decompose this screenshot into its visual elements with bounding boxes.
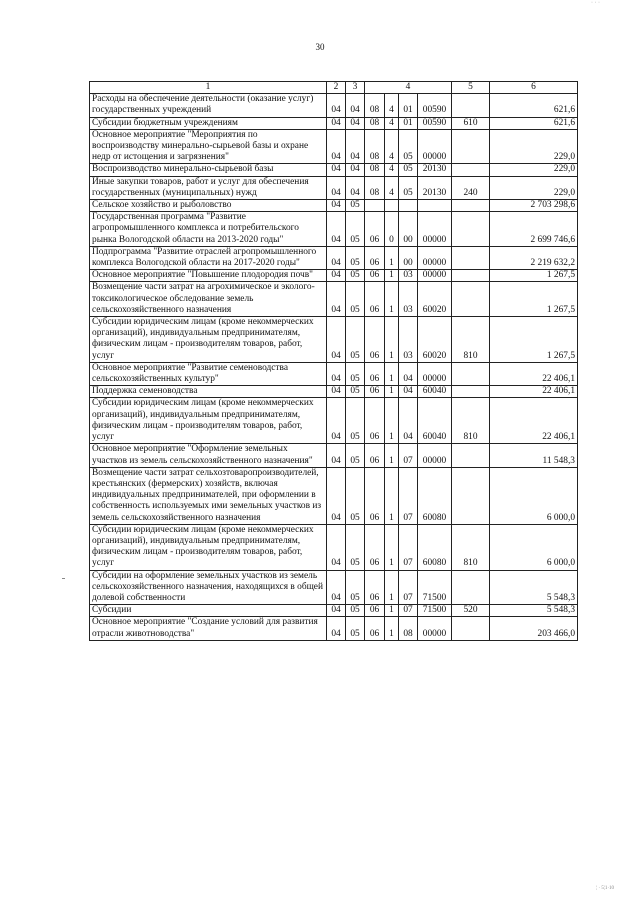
row-direction-code: 60040 <box>418 398 452 444</box>
table-row <box>90 398 578 444</box>
row-measure-code: 04 <box>399 362 418 385</box>
row-direction-code: 60020 <box>418 282 452 317</box>
table-row <box>90 617 578 640</box>
row-expense-type: 810 <box>452 317 490 363</box>
table-row <box>90 524 578 570</box>
row-expense-type <box>452 246 490 269</box>
table-row <box>90 467 578 524</box>
row-name: Основное мероприятие "Оформление земельных участков из земель сельскохозяйственного назначения" <box>90 444 327 467</box>
row-direction-code: 20130 <box>418 164 452 176</box>
row-name: Возмещение части затрат сельхозтоваропроизводителей, крестьянских (фермерских) хозяйств, включая индивидуальных предпринимателей, при оформлении в собственность используемых ими земельных участков из земель сельскохозяйственного назначения <box>90 467 327 524</box>
table-row <box>90 212 578 247</box>
row-subsection-code: 05 <box>346 270 365 282</box>
row-amount: 22 406,1 <box>490 362 578 385</box>
row-amount: 1 267,5 <box>490 282 578 317</box>
row-subsection-code: 04 <box>346 164 365 176</box>
row-measure-code: 04 <box>399 398 418 444</box>
row-amount: 229,0 <box>490 164 578 176</box>
row-subsection-code: 05 <box>346 246 365 269</box>
row-name: Субсидии на оформление земельных участков из земель сельскохозяйственного назначения, находящихся в общей долевой собственности <box>90 570 327 605</box>
row-program-code: 06 <box>365 386 385 398</box>
row-expense-type <box>452 282 490 317</box>
header-col-3: 3 <box>346 82 365 94</box>
table-row <box>90 362 578 385</box>
row-direction-code: 00000 <box>418 617 452 640</box>
row-direction-code: 20130 <box>418 176 452 199</box>
row-subprogram-code: 1 <box>385 398 399 444</box>
row-program-code: 08 <box>365 129 385 164</box>
row-section-code: 04 <box>327 176 346 199</box>
row-measure-code: 08 <box>399 617 418 640</box>
row-subprogram-code: 1 <box>385 524 399 570</box>
row-name: Основное мероприятие "Создание условий для развития отрасли животноводства" <box>90 617 327 640</box>
row-expense-type <box>452 212 490 247</box>
row-subsection-code: 05 <box>346 617 365 640</box>
row-expense-type: 810 <box>452 524 490 570</box>
row-program-code: 06 <box>365 317 385 363</box>
row-direction-code: 71500 <box>418 570 452 605</box>
row-name: Субсидии <box>90 605 327 617</box>
row-direction-code: 00000 <box>418 270 452 282</box>
row-amount: 2 703 298,6 <box>490 200 578 212</box>
corner-mark: · · · <box>591 0 600 6</box>
row-section-code: 04 <box>327 524 346 570</box>
row-section-code: 04 <box>327 117 346 129</box>
row-section-code: 04 <box>327 270 346 282</box>
row-measure-code: 07 <box>399 605 418 617</box>
row-direction-code: 71500 <box>418 605 452 617</box>
row-program-code: 06 <box>365 570 385 605</box>
row-subprogram-code: 1 <box>385 617 399 640</box>
row-subsection-code: 05 <box>346 282 365 317</box>
row-direction-code: 00590 <box>418 94 452 117</box>
row-program-code: 06 <box>365 212 385 247</box>
row-amount: 22 406,1 <box>490 386 578 398</box>
row-subsection-code: 05 <box>346 200 365 212</box>
row-name: Подпрограмма "Развитие отраслей агропромышленного комплекса Вологодской области на 2017-2020 годы" <box>90 246 327 269</box>
table-row <box>90 129 578 164</box>
row-section-code: 04 <box>327 212 346 247</box>
row-expense-type <box>452 200 490 212</box>
row-direction-code: 00000 <box>418 129 452 164</box>
row-amount: 1 267,5 <box>490 270 578 282</box>
table-row <box>90 94 578 117</box>
row-expense-type <box>452 270 490 282</box>
row-amount: 203 466,0 <box>490 617 578 640</box>
header-col-1: 1 <box>90 82 327 94</box>
margin-mark <box>62 578 65 579</box>
row-amount: 621,6 <box>490 117 578 129</box>
row-program-code: 06 <box>365 398 385 444</box>
row-section-code: 04 <box>327 129 346 164</box>
table-row <box>90 282 578 317</box>
row-measure-code: 07 <box>399 444 418 467</box>
row-amount: 229,0 <box>490 176 578 199</box>
row-section-code: 04 <box>327 398 346 444</box>
row-name: Субсидии юридическим лицам (кроме некоммерческих организаций), индивидуальным предпринимателям, физическим лицам - производителям товаров, работ, услуг <box>90 398 327 444</box>
row-program-code: 06 <box>365 605 385 617</box>
table-row <box>90 176 578 199</box>
row-amount: 2 699 746,6 <box>490 212 578 247</box>
row-direction-code: 60080 <box>418 524 452 570</box>
table-row <box>90 246 578 269</box>
row-subsection-code: 05 <box>346 386 365 398</box>
row-section-code: 04 <box>327 386 346 398</box>
row-subsection-code: 04 <box>346 176 365 199</box>
row-subsection-code: 04 <box>346 117 365 129</box>
row-subprogram-code: 1 <box>385 467 399 524</box>
row-section-code: 04 <box>327 317 346 363</box>
row-subprogram-code: 1 <box>385 317 399 363</box>
table-row <box>90 605 578 617</box>
header-col-6: 6 <box>490 82 578 94</box>
row-name: Иные закупки товаров, работ и услуг для обеспечения государственных (муниципальных) нужд <box>90 176 327 199</box>
row-name: Государственная программа "Развитие агропромышленного комплекса и потребительского рынка Вологодской области на 2013-2020 годы" <box>90 212 327 247</box>
row-expense-type <box>452 386 490 398</box>
row-measure-code: 00 <box>399 246 418 269</box>
row-amount: 2 219 632,2 <box>490 246 578 269</box>
row-direction-code: 00000 <box>418 362 452 385</box>
row-subprogram-code: 1 <box>385 605 399 617</box>
row-measure-code: 03 <box>399 270 418 282</box>
row-name: Возмещение части затрат на агрохимическое и эколого-токсикологическое обследование земель сельскохозяйственного назначения <box>90 282 327 317</box>
row-subsection-code: 05 <box>346 524 365 570</box>
table-row <box>90 164 578 176</box>
row-subprogram-code: 4 <box>385 164 399 176</box>
row-expense-type <box>452 129 490 164</box>
row-section-code: 04 <box>327 200 346 212</box>
row-name: Воспроизводство минерально-сырьевой базы <box>90 164 327 176</box>
row-name: Субсидии бюджетным учреждениям <box>90 117 327 129</box>
row-amount: 229,0 <box>490 129 578 164</box>
row-program-code: 08 <box>365 117 385 129</box>
row-measure-code: 04 <box>399 386 418 398</box>
row-subsection-code: 05 <box>346 398 365 444</box>
row-subprogram-code: 1 <box>385 246 399 269</box>
row-subsection-code: 04 <box>346 129 365 164</box>
row-program-code: 06 <box>365 270 385 282</box>
row-subsection-code: 05 <box>346 212 365 247</box>
row-program-code: 06 <box>365 524 385 570</box>
row-amount: 5 548,3 <box>490 605 578 617</box>
row-measure-code: 07 <box>399 524 418 570</box>
row-section-code: 04 <box>327 617 346 640</box>
row-amount: 22 406,1 <box>490 398 578 444</box>
row-amount: 1 267,5 <box>490 317 578 363</box>
row-measure-code: 00 <box>399 212 418 247</box>
table-row <box>90 444 578 467</box>
row-name: Субсидии юридическим лицам (кроме некоммерческих организаций), индивидуальным предпринимателям, физическим лицам - производителям товаров, работ, услуг <box>90 317 327 363</box>
table-row <box>90 270 578 282</box>
row-subprogram-code: 4 <box>385 117 399 129</box>
row-subsection-code: 05 <box>346 362 365 385</box>
row-expense-type <box>452 570 490 605</box>
row-measure-code: 03 <box>399 317 418 363</box>
row-expense-type: 610 <box>452 117 490 129</box>
row-section-code: 04 <box>327 444 346 467</box>
row-amount: 5 548,3 <box>490 570 578 605</box>
row-subsection-code: 05 <box>346 467 365 524</box>
row-expense-type <box>452 617 490 640</box>
row-expense-type <box>452 164 490 176</box>
row-section-code: 04 <box>327 164 346 176</box>
row-subprogram-code: 0 <box>385 212 399 247</box>
table-row <box>90 317 578 363</box>
header-col-5: 5 <box>452 82 490 94</box>
row-subprogram-code: 4 <box>385 94 399 117</box>
row-name: Сельское хозяйство и рыболовство <box>90 200 327 212</box>
row-direction-code: 00000 <box>418 246 452 269</box>
budget-table <box>89 81 578 641</box>
row-subprogram-code: 1 <box>385 444 399 467</box>
row-measure-code: 05 <box>399 164 418 176</box>
footer-mark: ¦ · 5¦1·10 <box>596 886 614 891</box>
table-row <box>90 386 578 398</box>
row-subprogram-code: 4 <box>385 176 399 199</box>
row-expense-type <box>452 362 490 385</box>
row-subprogram-code: 1 <box>385 362 399 385</box>
row-subsection-code: 05 <box>346 605 365 617</box>
row-measure-code: 07 <box>399 570 418 605</box>
row-amount: 621,6 <box>490 94 578 117</box>
row-program-code: 06 <box>365 444 385 467</box>
row-amount: 11 548,3 <box>490 444 578 467</box>
row-expense-type: 520 <box>452 605 490 617</box>
header-col-2: 2 <box>327 82 346 94</box>
page-number: 30 <box>315 42 325 52</box>
row-amount: 6 000,0 <box>490 467 578 524</box>
row-measure-code: 07 <box>399 467 418 524</box>
row-section-code: 04 <box>327 362 346 385</box>
row-subprogram-code: 1 <box>385 386 399 398</box>
row-direction-code: 60040 <box>418 386 452 398</box>
row-direction-code: 60020 <box>418 317 452 363</box>
row-expense-type: 240 <box>452 176 490 199</box>
row-expense-type: 810 <box>452 398 490 444</box>
row-program-code: 06 <box>365 467 385 524</box>
table-body <box>90 94 578 641</box>
row-subprogram-code <box>385 200 399 212</box>
row-measure-code <box>399 200 418 212</box>
row-section-code: 04 <box>327 94 346 117</box>
row-measure-code: 01 <box>399 94 418 117</box>
row-section-code: 04 <box>327 282 346 317</box>
row-section-code: 04 <box>327 246 346 269</box>
table-header-row <box>90 82 578 94</box>
row-name: Субсидии юридическим лицам (кроме некоммерческих организаций), индивидуальным предпринимателям, физическим лицам - производителям товаров, работ, услуг <box>90 524 327 570</box>
row-measure-code: 03 <box>399 282 418 317</box>
row-expense-type <box>452 467 490 524</box>
row-subprogram-code: 1 <box>385 282 399 317</box>
row-subsection-code: 05 <box>346 317 365 363</box>
row-subsection-code: 04 <box>346 94 365 117</box>
row-subsection-code: 05 <box>346 570 365 605</box>
row-section-code: 04 <box>327 605 346 617</box>
row-program-code: 06 <box>365 362 385 385</box>
row-name: Расходы на обеспечение деятельности (оказание услуг) государственных учреждений <box>90 94 327 117</box>
header-col-4: 4 <box>365 82 452 94</box>
row-subprogram-code: 1 <box>385 270 399 282</box>
row-measure-code: 01 <box>399 117 418 129</box>
row-measure-code: 05 <box>399 129 418 164</box>
row-program-code: 08 <box>365 94 385 117</box>
row-direction-code: 00000 <box>418 444 452 467</box>
table-row <box>90 200 578 212</box>
row-name: Основное мероприятие "Повышение плодородия почв" <box>90 270 327 282</box>
row-expense-type <box>452 94 490 117</box>
row-measure-code: 05 <box>399 176 418 199</box>
row-program-code: 06 <box>365 246 385 269</box>
row-name: Поддержка семеноводства <box>90 386 327 398</box>
row-direction-code: 00000 <box>418 212 452 247</box>
table-row <box>90 570 578 605</box>
row-program-code: 08 <box>365 176 385 199</box>
row-amount: 6 000,0 <box>490 524 578 570</box>
row-expense-type <box>452 444 490 467</box>
row-program-code: 06 <box>365 617 385 640</box>
row-direction-code: 60080 <box>418 467 452 524</box>
row-section-code: 04 <box>327 467 346 524</box>
row-subprogram-code: 4 <box>385 129 399 164</box>
row-direction-code <box>418 200 452 212</box>
row-section-code: 04 <box>327 570 346 605</box>
table-row <box>90 117 578 129</box>
row-program-code: 08 <box>365 164 385 176</box>
row-name: Основное мероприятие "Мероприятия по воспроизводству минерально-сырьевой базы и охране недр от истощения и загрязнения" <box>90 129 327 164</box>
row-subprogram-code: 1 <box>385 570 399 605</box>
row-program-code: 06 <box>365 282 385 317</box>
row-direction-code: 00590 <box>418 117 452 129</box>
row-name: Основное мероприятие "Развитие семеноводства сельскохозяйственных культур" <box>90 362 327 385</box>
row-subsection-code: 05 <box>346 444 365 467</box>
row-program-code <box>365 200 385 212</box>
